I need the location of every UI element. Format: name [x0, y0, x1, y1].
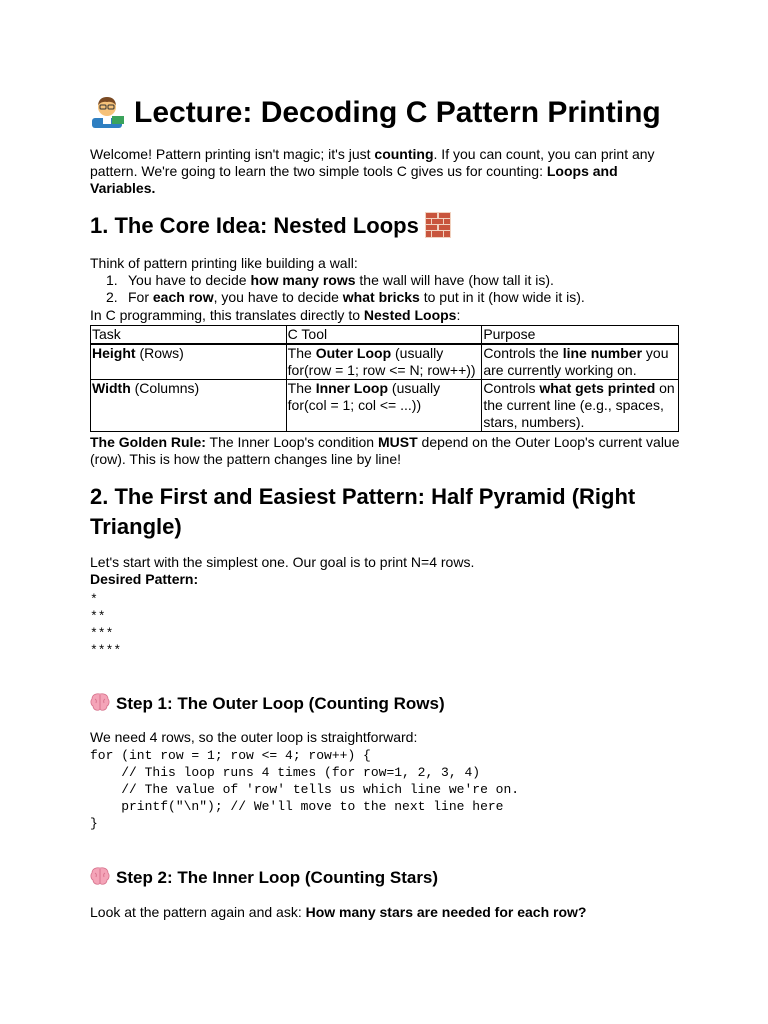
brain-icon — [90, 866, 110, 886]
section1-lead: Think of pattern printing like building a wall: — [90, 255, 358, 271]
table-row: Height (Rows) The Outer Loop (usually for(row = 1; row <= N; row++)) Controls the line number you are currently working on. — [91, 344, 679, 380]
pattern-block: * ** *** **** — [90, 592, 122, 658]
translate-paragraph: In C programming, this translates directly to Nested Loops: — [90, 307, 461, 323]
table-row: Width (Columns) The Inner Loop (usually for(col = 1; col <= ...)) Controls what gets printed on the current line (e.g., spaces, stars, numbers). — [91, 380, 679, 432]
step1-heading: Step 1: The Outer Loop (Counting Rows) — [90, 692, 445, 715]
section2-lead: Let's start with the simplest one. Our goal is to print N=4 rows. — [90, 554, 475, 570]
list-item: 2. For each row, you have to decide what bricks to put in it (how wide it is). — [106, 289, 585, 305]
table-header-row: Task C Tool Purpose — [91, 326, 679, 345]
teacher-icon — [90, 94, 124, 128]
step2-heading: Step 2: The Inner Loop (Counting Stars) — [90, 866, 438, 889]
intro-paragraph: Welcome! Pattern printing isn't magic; it's just counting. If you can count, you can print any pattern. We're going to learn the two simple tools C gives us for counting: Loops and Variables. — [90, 146, 655, 196]
brick-icon — [425, 212, 451, 238]
code-block: for (int row = 1; row <= 4; row++) { // This loop runs 4 times (for row=1, 2, 3, 4) // The value of 'row' tells us which line we're on. printf("\n"); // We'll move to the next line here } — [90, 748, 520, 831]
list-item: 1. You have to decide how many rows the wall will have (how tall it is). — [106, 272, 554, 288]
brain-icon — [90, 692, 110, 712]
section2-heading: 2. The First and Easiest Pattern: Half Pyramid (Right Triangle) — [90, 484, 636, 539]
desired-pattern-label: Desired Pattern: — [90, 571, 199, 587]
wall-steps-list — [90, 272, 690, 306]
concept-table — [90, 325, 679, 432]
section1-heading: 1. The Core Idea: Nested Loops — [90, 211, 451, 241]
step2-paragraph: Look at the pattern again and ask: How many stars are needed for each row? — [90, 904, 587, 920]
step1-lead: We need 4 rows, so the outer loop is straightforward: — [90, 729, 418, 745]
golden-rule: The Golden Rule: The Inner Loop's condition MUST depend on the Outer Loop's current value (row). This is how the pattern changes line by line! — [90, 434, 680, 467]
page-title: Lecture: Decoding C Pattern Printing — [90, 94, 661, 131]
